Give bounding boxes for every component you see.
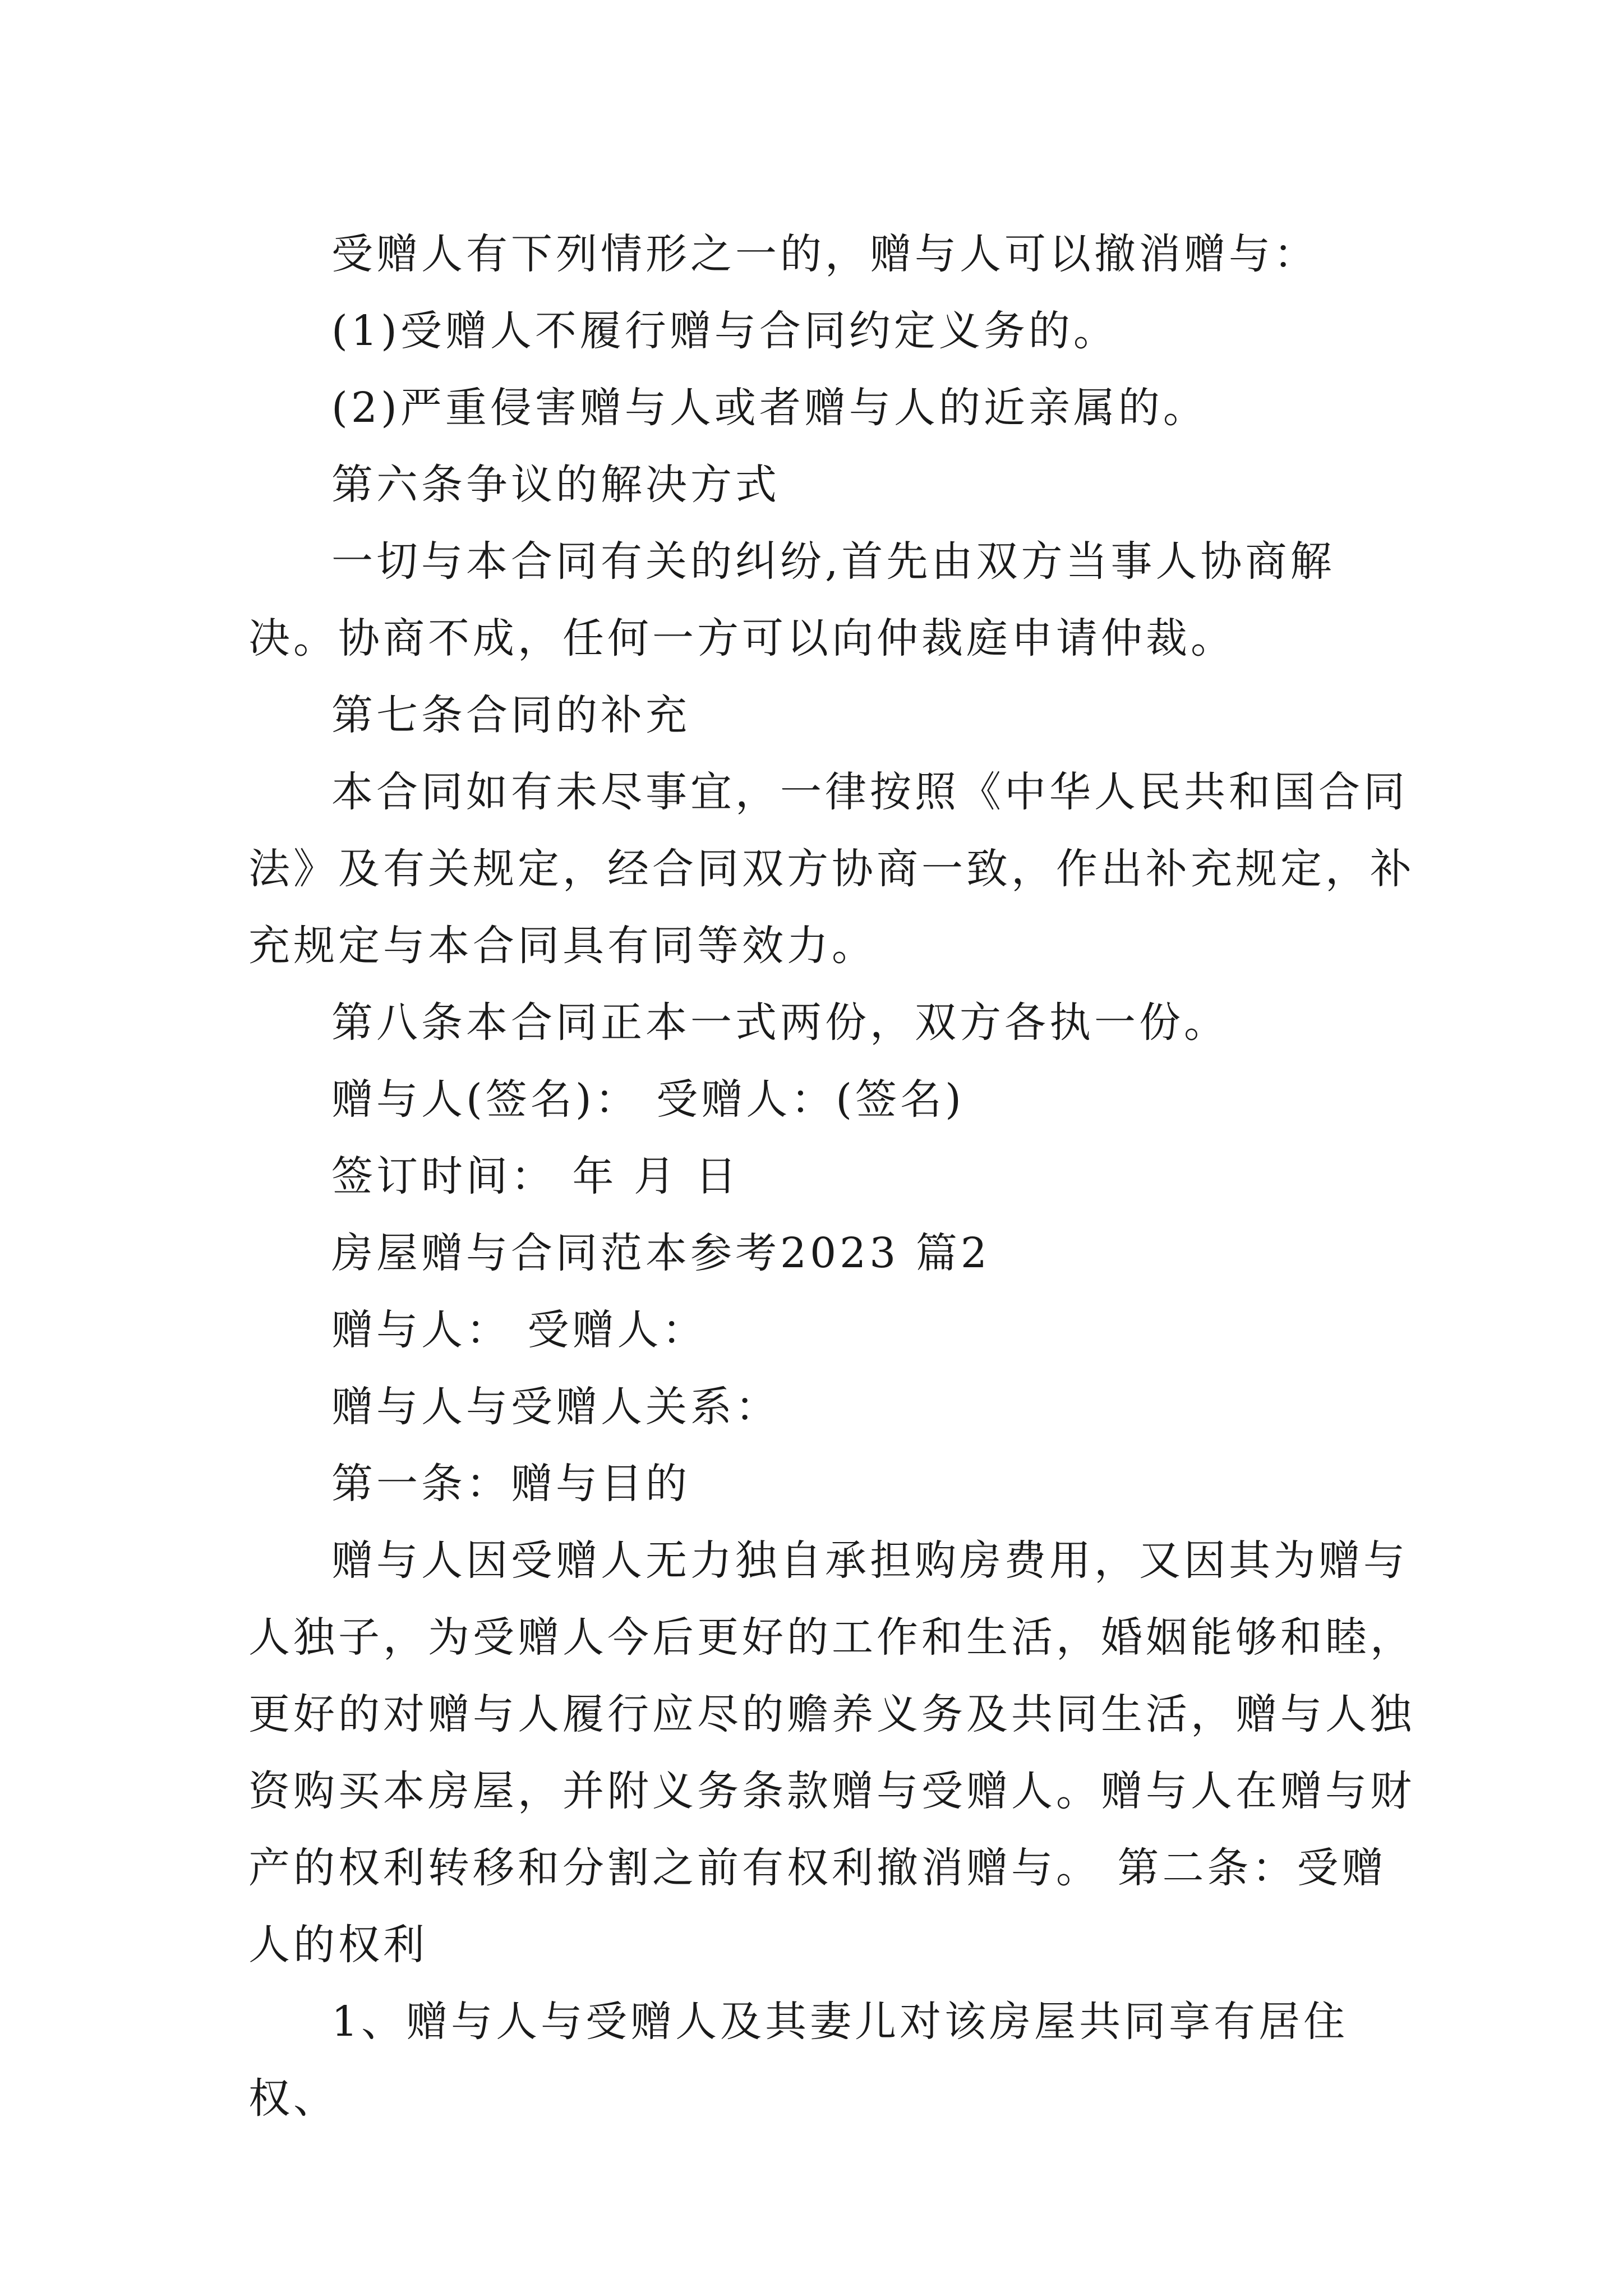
section-title-part-2: 房屋赠与合同范本参考2023 篇2 <box>331 1229 990 1277</box>
heading-article-7: 第七条合同的补充 <box>331 691 690 739</box>
paragraph-article-8: 第八条本合同正本一式两份，双方各执一份。 <box>331 999 1229 1047</box>
paragraph-revocation-item-2: (2)严重侵害赠与人或者赠与人的近亲属的。 <box>331 384 1208 432</box>
parties-line: 赠与人： 受赠人： <box>331 1306 707 1354</box>
paragraph-gift-purpose: 赠与人因受赠人无力独自承担购房费用，又因其为赠与人独子，为受赠人今后更好的工作和生活，婚姻能够和睦，更好的对赠与人履行应尽的赡养义务及共同生活，赠与人独资购买本房屋，并附义务条款赠与受赠人。赠与人在赠与财产的权利转移和分割之前有权利撤消赠与。 第二条：受赠人的权利 <box>248 1536 1415 1969</box>
document-body <box>248 216 1415 2137</box>
paragraph-supplement: 本合同如有未尽事宜，一律按照《中华人民共和国合同法》及有关规定，经合同双方协商一致，作出补充规定，补充规定与本合同具有同等效力。 <box>248 768 1415 970</box>
signing-date-line: 签订时间： 年 月 日 <box>331 1152 740 1200</box>
heading-article-6: 第六条争议的解决方式 <box>331 461 780 509</box>
signature-line: 赠与人(签名)： 受赠人：(签名) <box>331 1075 965 1124</box>
paragraph-revocation-intro: 受赠人有下列情形之一的，赠与人可以撤消赠与： <box>331 230 1318 278</box>
paragraph-dispute-resolution: 一切与本合同有关的纠纷,首先由双方当事人协商解决。协商不成，任何一方可以向仲裁庭申请仲裁。 <box>248 537 1335 662</box>
paragraph-rights-item-1: 1、赠与人与受赠人及其妻儿对该房屋共同享有居住权、 <box>248 1998 1349 2123</box>
paragraph-revocation-item-1: (1)受赠人不履行赠与合同约定义务的。 <box>331 307 1118 355</box>
relationship-line: 赠与人与受赠人关系： <box>331 1383 780 1431</box>
heading-article-1: 第一条：赠与目的 <box>331 1460 690 1508</box>
